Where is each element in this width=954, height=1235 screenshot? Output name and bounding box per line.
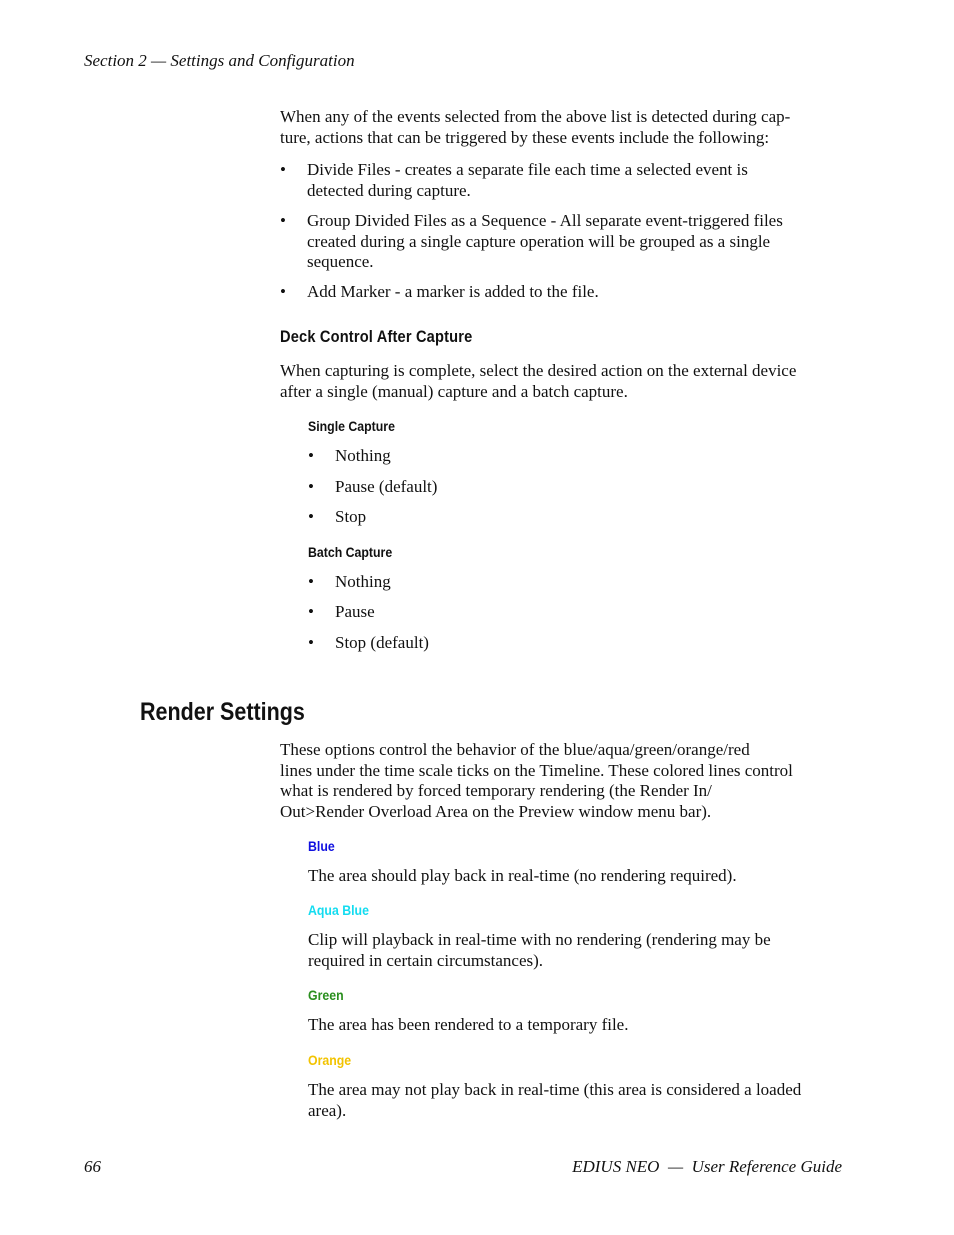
render-intro-line: lines under the time scale ticks on the Timeline. These colored lines control	[280, 760, 793, 780]
render-intro-line: These options control the behavior of the blue/aqua/green/orange/red	[280, 740, 750, 759]
render-settings-heading: Render Settings	[140, 698, 305, 726]
bullet-icon: •	[280, 160, 286, 179]
blue-description	[308, 866, 737, 887]
list-item-text: Stop (default)	[335, 633, 429, 652]
bullet-icon: •	[280, 282, 286, 301]
list-item-text: Add Marker - a marker is added to the file.	[307, 282, 599, 301]
intro-line-1: When any of the events selected from the above list is detected during cap-	[280, 107, 791, 126]
render-intro-paragraph	[280, 740, 793, 822]
description-line: required in certain circumstances).	[308, 950, 544, 970]
list-item-text: sequence.	[307, 252, 374, 271]
list-item-text: Pause (default)	[335, 477, 438, 496]
aqua-blue-heading: Aqua Blue	[308, 902, 369, 918]
orange-heading: Orange	[308, 1052, 352, 1068]
bullet-icon: •	[308, 507, 314, 526]
aqua-blue-description	[308, 930, 771, 971]
description-line: Clip will playback in real-time with no rendering (rendering may be	[308, 930, 771, 949]
page-number: 66	[84, 1157, 101, 1176]
intro-paragraph	[280, 107, 790, 148]
bullet-icon: •	[308, 446, 314, 465]
list-item-text: Stop	[335, 507, 367, 526]
intro-line-2: ture, actions that can be triggered by these events include the following:	[280, 127, 770, 147]
orange-description	[308, 1080, 801, 1121]
description-line: The area may not play back in real-time (this area is considered a loaded	[308, 1080, 802, 1099]
description-line: The area should play back in real-time (no rendering required).	[308, 866, 737, 885]
running-head: Section 2 — Settings and Configuration	[84, 51, 355, 70]
list-item-text: Divide Files - creates a separate file each time a selected event is	[307, 160, 748, 179]
bullet-icon: •	[308, 602, 314, 621]
deck-control-line-1: When capturing is complete, select the desired action on the external device	[280, 361, 797, 380]
footer-guide-title: EDIUS NEO — User Reference Guide	[572, 1157, 842, 1176]
list-item-text: detected during capture.	[307, 180, 471, 200]
green-heading: Green	[308, 987, 344, 1003]
bullet-icon: •	[280, 211, 286, 230]
render-intro-line: Out>Render Overload Area on the Preview window menu bar).	[280, 801, 712, 821]
render-intro-line: what is rendered by forced temporary rendering (the Render In/	[280, 781, 712, 800]
list-item-text: Pause	[335, 602, 375, 621]
list-item-text: Nothing	[335, 446, 391, 465]
deck-control-paragraph	[280, 361, 796, 402]
deck-control-line-2: after a single (manual) capture and a batch capture.	[280, 381, 628, 401]
blue-heading: Blue	[308, 838, 335, 854]
bullet-icon: •	[308, 477, 314, 496]
batch-capture-heading: Batch Capture	[308, 544, 393, 560]
deck-control-heading: Deck Control After Capture	[280, 327, 473, 346]
green-description	[308, 1015, 628, 1036]
bullet-icon: •	[308, 572, 314, 591]
description-line: The area has been rendered to a temporary file.	[308, 1015, 629, 1034]
bullet-icon: •	[308, 633, 314, 652]
list-item-text: Nothing	[335, 572, 391, 591]
list-item-text: Group Divided Files as a Sequence - All separate event-triggered files	[307, 211, 783, 230]
list-item-text: created during a single capture operation will be grouped as a single	[307, 231, 771, 251]
single-capture-heading: Single Capture	[308, 418, 395, 434]
description-line: area).	[308, 1100, 347, 1120]
